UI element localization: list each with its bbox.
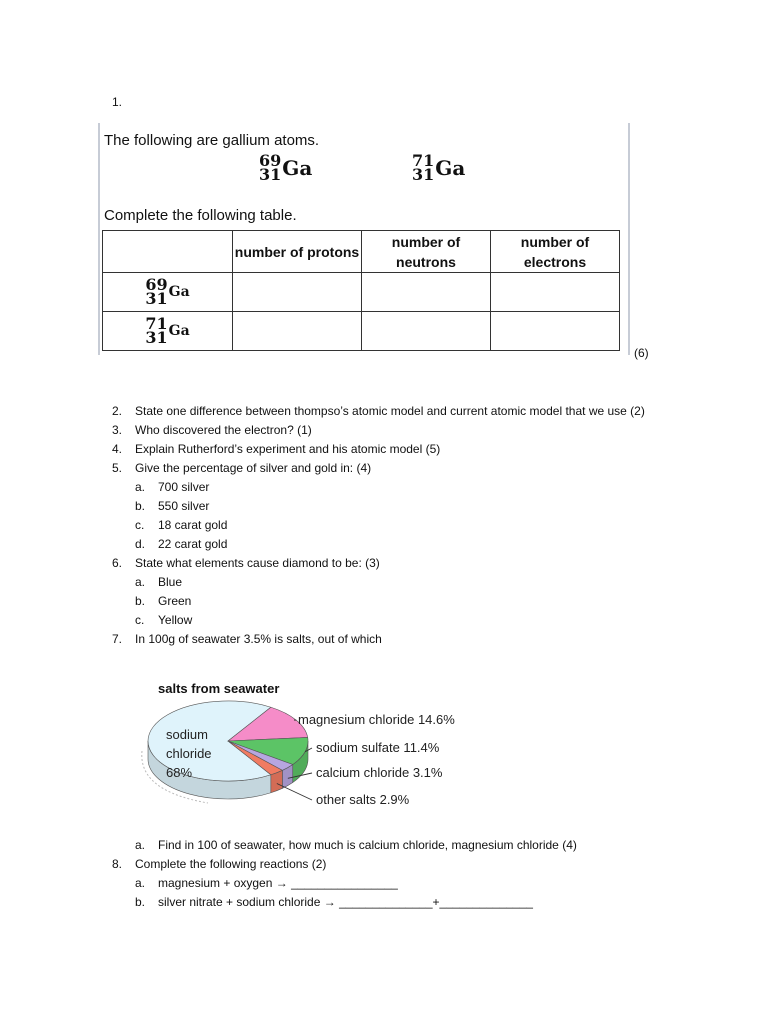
list-item: 5. Give the percentage of silver and gold in: (4) (112, 461, 372, 475)
gallium-table (102, 230, 620, 351)
list-item: c. 18 carat gold (135, 518, 228, 532)
question-list (112, 402, 672, 649)
chart-title: salts from seawater (158, 681, 280, 696)
list-item: a. Blue (135, 575, 183, 589)
list-item: b. silver nitrate + sodium chloride → ______________+______________ (135, 895, 533, 909)
row-label-ga-71: 71 31 Ga (103, 312, 233, 351)
list-item: 4. Explain Rutherford’s experiment and his atomic model (5) (112, 442, 441, 456)
header-protons: number of protons (233, 231, 362, 273)
question-1-number: 1. (112, 95, 123, 109)
list-item: c. Yellow (135, 613, 193, 627)
list-item: 8. Complete the following reactions (2) (112, 857, 327, 871)
row-label-ga-69: 69 31 Ga (103, 273, 233, 312)
salts-pie-chart (130, 678, 490, 828)
answer-cell[interactable] (491, 273, 620, 312)
table-corner-cell (103, 231, 233, 273)
list-item: a. magnesium + oxygen → ________________ (135, 876, 398, 890)
isotope-ga-71: 71 31 Ga (412, 151, 466, 184)
slice-label: calcium chloride 3.1% (316, 765, 443, 780)
list-item: 7. In 100g of seawater 3.5% is salts, out of which (112, 632, 382, 646)
list-item: b. 550 silver (135, 499, 210, 513)
slice-label: magnesium chloride 14.6% (298, 712, 455, 727)
answer-cell[interactable] (233, 312, 362, 351)
list-item: 6. State what elements cause diamond to be: (3) (112, 556, 380, 570)
list-item: a. Find in 100 of seawater, how much is calcium chloride, magnesium chloride (4) (135, 838, 577, 852)
slice-label: sodium (166, 727, 208, 742)
list-item: 3. Who discovered the electron? (1) (112, 423, 312, 437)
table-row (103, 273, 620, 312)
answer-cell[interactable] (491, 312, 620, 351)
gallium-intro: The following are gallium atoms. (104, 132, 320, 149)
slice-label: chloride (166, 746, 212, 761)
header-neutrons: number of neutrons (362, 231, 491, 273)
answer-cell[interactable] (362, 312, 491, 351)
leader-line (277, 783, 312, 800)
lower-question-list (112, 836, 672, 912)
header-electrons: number of electrons (491, 231, 620, 273)
answer-cell[interactable] (362, 273, 491, 312)
table-row (103, 312, 620, 351)
slice-label: other salts 2.9% (316, 792, 410, 807)
table-instruction: Complete the following table. (104, 207, 297, 224)
list-item: d. 22 carat gold (135, 537, 228, 551)
list-item: b. Green (135, 594, 192, 608)
isotope-ga-69: 69 31 Ga (259, 151, 313, 184)
list-item: 2. State one difference between thompso’s atomic model and current atomic model that we use (2) (112, 404, 645, 418)
slice-label: 68% (166, 765, 193, 780)
answer-cell[interactable] (233, 273, 362, 312)
slice-label: sodium sulfate 11.4% (316, 740, 440, 755)
question-1-marks: (6) (634, 346, 649, 360)
list-item: a. 700 silver (135, 480, 210, 494)
